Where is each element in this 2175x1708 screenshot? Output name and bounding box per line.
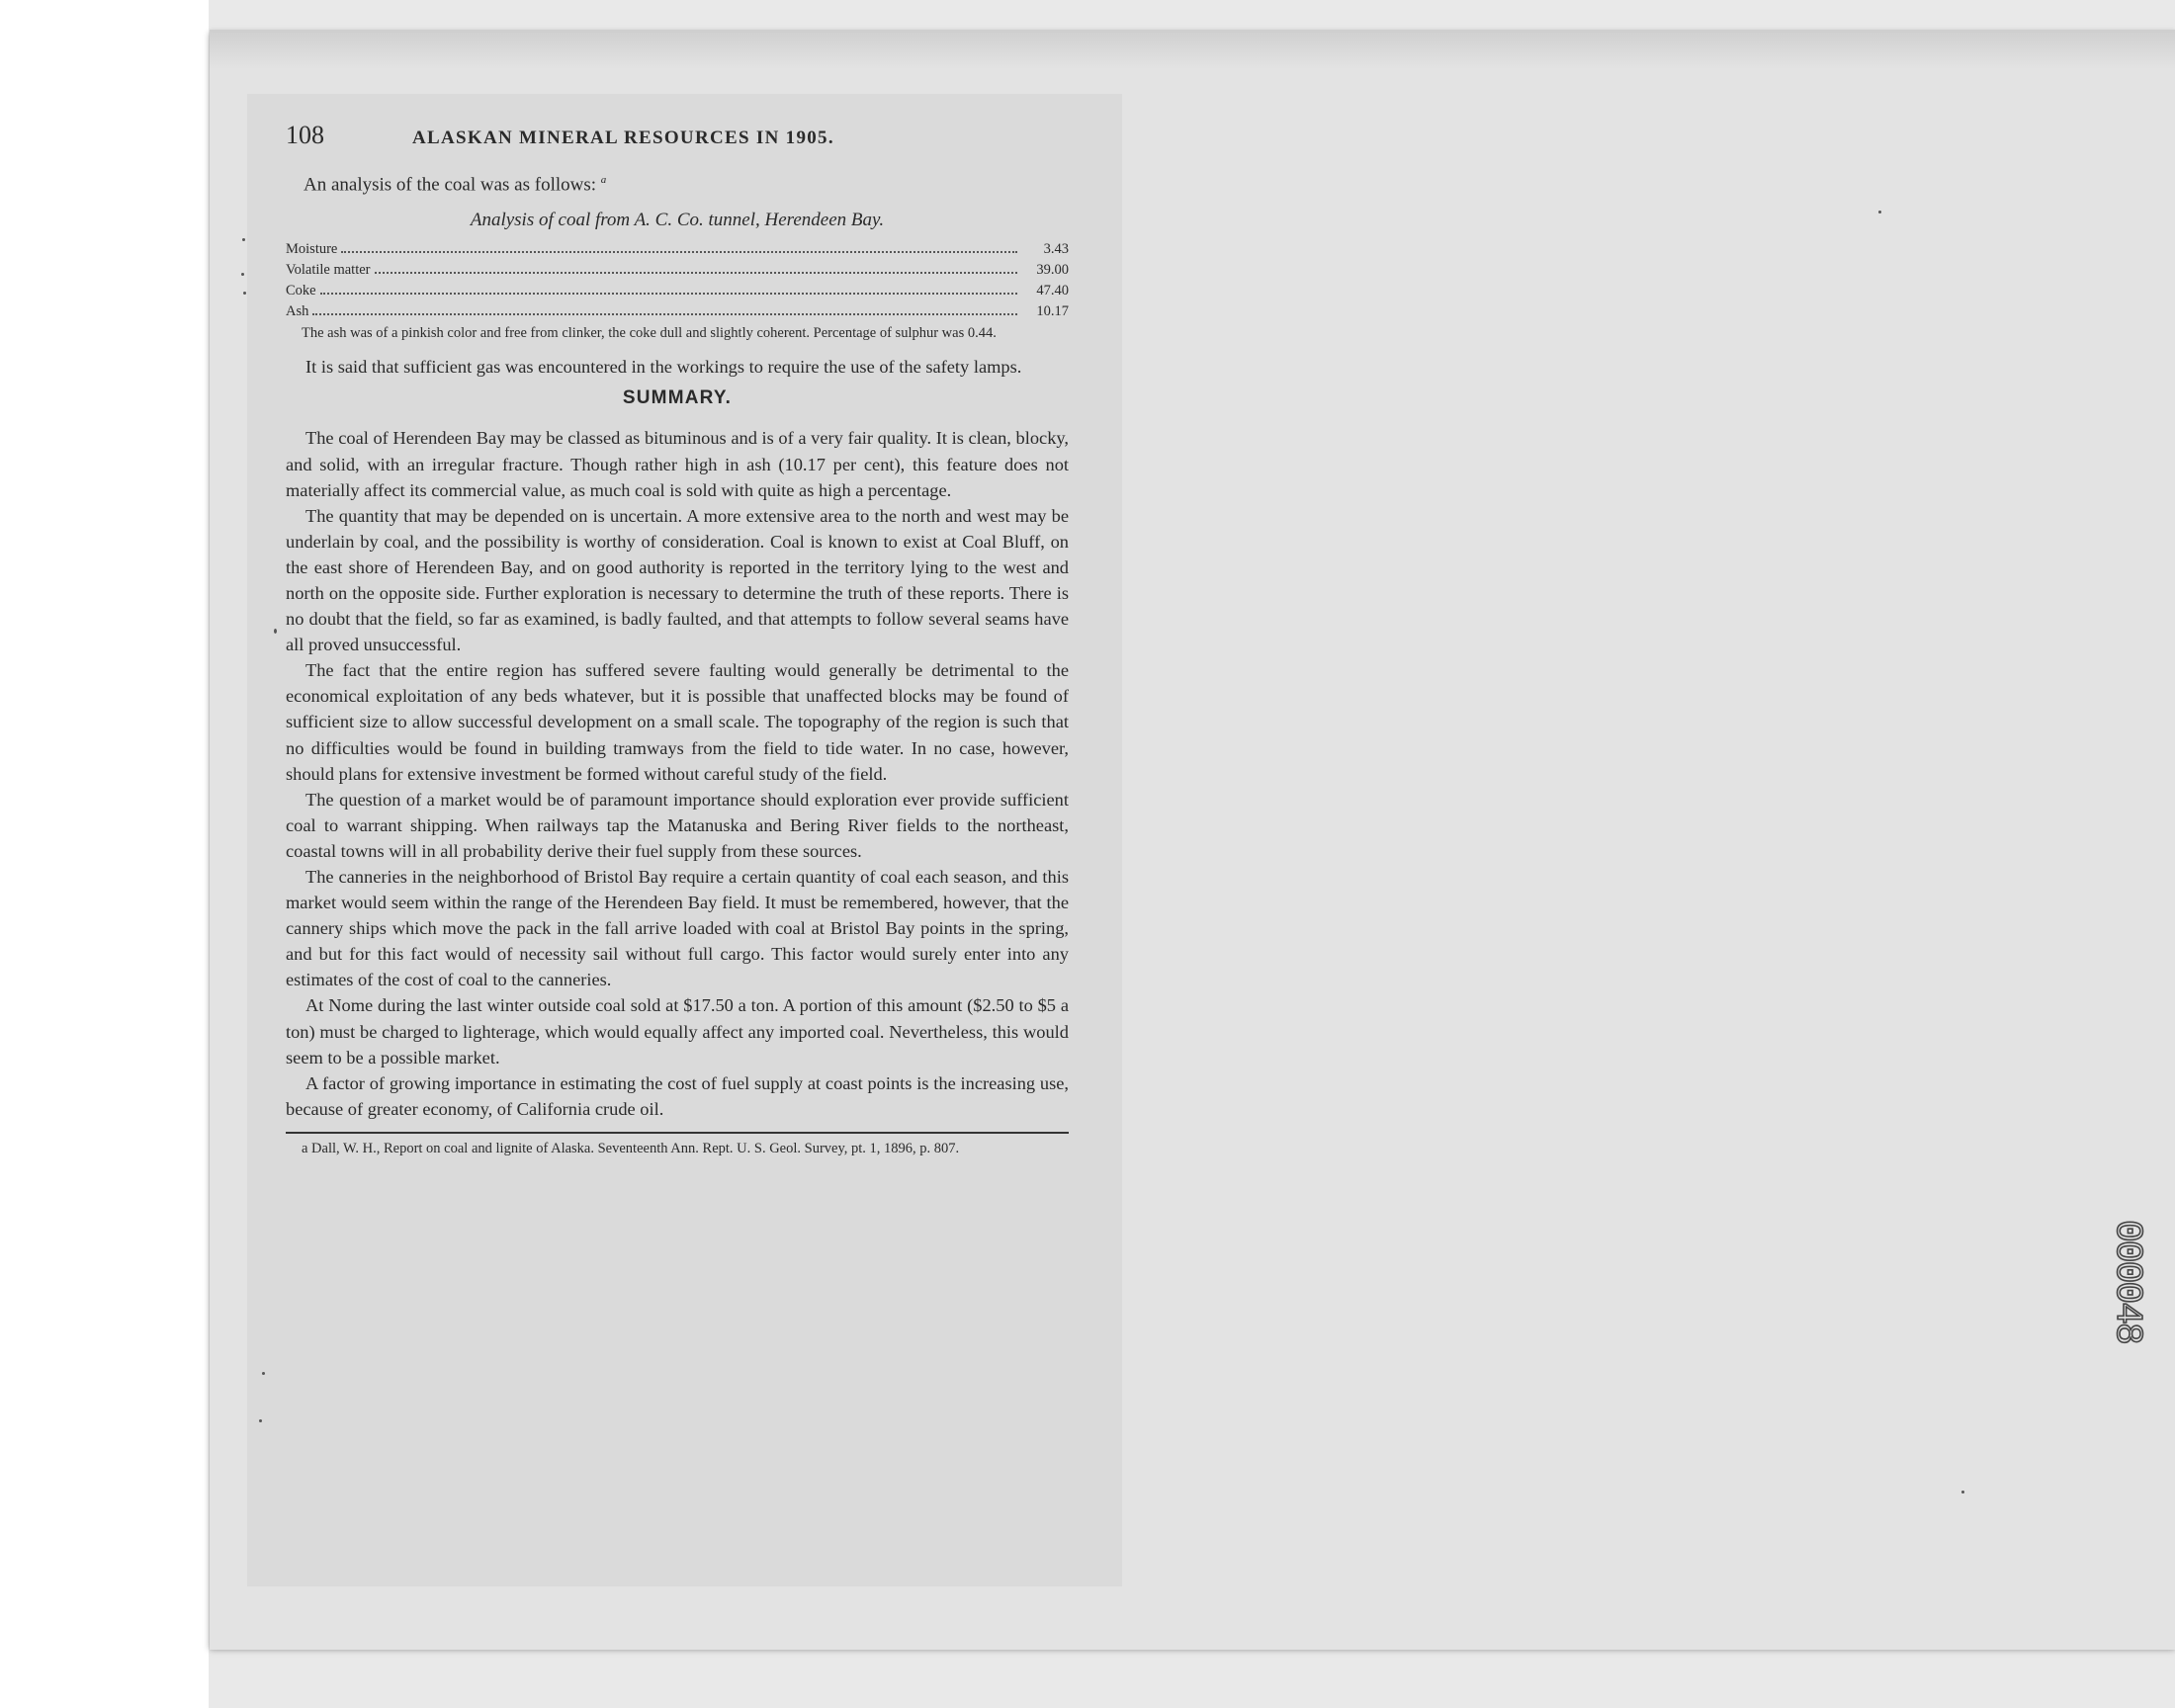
scan-speck — [259, 1419, 262, 1422]
scan-speck — [274, 629, 277, 634]
paragraph: At Nome during the last winter outside coal sold at $17.50 a ton. A portion of this amount ($2.50 to $5 a ton) must be charged to lighterage, which would equally affect any imported coal. Nevertheless, this would seem to be a possible market. — [286, 995, 1069, 1068]
sheet-top-shadow — [210, 30, 2175, 69]
table-row — [286, 281, 1069, 301]
paragraph: The question of a market would be of paramount importance should exploration ever provide sufficient coal to warrant shipping. When railways tap the Matanuska and Bering River fields to the northeast, coastal towns will in all probability derive their fuel supply from these sources. — [286, 789, 1069, 861]
dot-leader — [341, 251, 1017, 253]
footnote: a Dall, W. H., Report on coal and lignite of Alaska. Seventeenth Ann. Rept. U. S. Geol. Survey, pt. 1, 1896, p. 807. — [302, 1140, 960, 1156]
scan-speck — [262, 1372, 265, 1375]
row-label: Ash — [286, 303, 309, 320]
page-number: 108 — [286, 121, 324, 149]
analysis-table — [286, 239, 1069, 344]
footnote-marker: a — [600, 174, 607, 186]
paragraph: The canneries in the neighborhood of Bristol Bay require a certain quantity of coal each season, and this market would seem within the range of the Herendeen Bay field. It must be remembered, however, that the cannery ships which move the pack in the fall arrive loaded with coal at Bristol Bay points in the spring, and but for this fact would of necessity sail without full cargo. This factor would surely enter into any estimates of the cost of coal to the canneries. — [286, 867, 1069, 990]
table-row — [286, 239, 1069, 260]
paragraph: The fact that the entire region has suffered severe faulting would generally be detrimental to the economical exploitation of any beds whatever, but it is possible that unaffected blocks may be found of sufficient size to allow successful development on a small scale. The topography of the region is such that no difficulties would be found in building tramways from the field to tide water. In no case, however, should plans for extensive investment be formed without careful study of the field. — [286, 660, 1069, 784]
scan-speck — [1961, 1491, 1964, 1494]
row-value: 10.17 — [1036, 303, 1069, 320]
row-label: Volatile matter — [286, 262, 371, 279]
row-value: 3.43 — [1043, 241, 1069, 258]
intro-text: An analysis of the coal was as follows: — [304, 174, 597, 196]
running-title: ALASKAN MINERAL RESOURCES IN 1905. — [412, 128, 834, 148]
page-text — [286, 121, 1069, 1157]
table-row — [286, 260, 1069, 281]
paragraph: A factor of growing importance in estimating the cost of fuel supply at coast points is the increasing use, because of greater economy, of California crude oil. — [286, 1072, 1069, 1119]
table-row — [286, 301, 1069, 322]
dot-leader — [320, 293, 1017, 295]
summary-heading: SUMMARY. — [622, 387, 733, 409]
row-value: 39.00 — [1036, 262, 1069, 279]
stamp-number-graphic — [2104, 1220, 2149, 1402]
stamp-number — [2104, 1220, 2149, 1402]
running-header — [286, 121, 1069, 160]
scan-speck — [243, 292, 246, 295]
dot-leader — [375, 272, 1018, 274]
row-label: Coke — [286, 283, 316, 299]
stamp-number-text: 000048 — [2106, 1220, 2148, 1343]
scan-speck — [241, 273, 244, 276]
intro-line — [304, 174, 1069, 196]
dot-leader — [312, 313, 1017, 315]
row-label: Moisture — [286, 241, 338, 258]
footnote-rule — [286, 1132, 1069, 1134]
paragraph-gas: It is said that sufficient gas was encountered in the workings to require the use of the safety lamps. — [305, 357, 1022, 378]
table-title: Analysis of coal from A. C. Co. tunnel, Herendeen Bay. — [470, 210, 885, 231]
paragraph: The quantity that may be depended on is uncertain. A more extensive area to the north and west may be underlain by coal, and the possibility is worthy of consideration. Coal is known to exist at Coal Bluff, on the east shore of Herendeen Bay, and on good authority is reported in the territory lying to the west and north on the opposite side. Further exploration is necessary to determine the truth of these reports. There is no doubt that the field, so far as examined, is badly faulted, and that attempts to follow several seams have all proved unsuccessful. — [286, 505, 1069, 655]
table-note: The ash was of a pinkish color and free from clinker, the coke dull and slightly coherent. Percentage of sulphur was 0.44. — [302, 325, 997, 342]
row-value: 47.40 — [1036, 283, 1069, 299]
scan-speck — [242, 238, 245, 241]
scan-speck — [1878, 211, 1881, 214]
paragraph: The coal of Herendeen Bay may be classed as bituminous and is of a very fair quality. It is clean, blocky, and solid, with an irregular fracture. Though rather high in ash (10.17 per cent), this feature does not materially affect its commercial value, as much coal is sold with quite as high a percentage. — [286, 428, 1069, 500]
